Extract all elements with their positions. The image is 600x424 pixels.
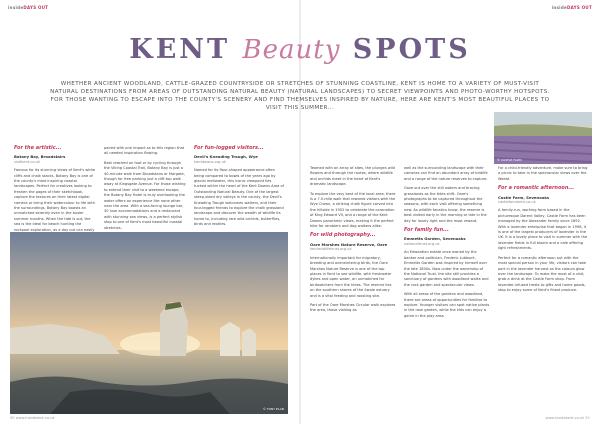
castle-farm-photo xyxy=(494,112,592,164)
place-name: Oare Marshes Nature Reserve, Oare xyxy=(310,241,388,247)
place-link[interactable]: visitkent.co.uk xyxy=(14,159,41,164)
coast-illustration xyxy=(10,232,288,414)
place-link[interactable]: kentdowns.org.uk xyxy=(194,159,226,164)
place-link[interactable]: nationaltrust.org.uk xyxy=(404,241,440,246)
botany-bay-photo xyxy=(10,232,288,414)
section-heading-wild: For wild photography... xyxy=(310,232,376,239)
page-footer-left: 50 www.insidekent.co.uk xyxy=(10,416,55,420)
column-4: Teamed with an array of sites, the plunges wild flowers and through the routes, where wildlife and orchids meet in the heart of Kent's dramatic landscape. To explore the very best of the local area, there is a 7.5-mile walk that rewards visitors with the Wye Crown, a striking chalk figure carved into the hillside in 1902 to celebrate the coronation of King Edward VII, and a range of the Kent Downs panoramic views, making it the perfect hike for ramblers and dog walkers alike. For wild photography... Oare Marshes Nature Reserve, Oare kentwildlifetrust.org.uk Internationally important for migratory, breeding and overwintering birds, the Oare Marshes Nature Reserve is one of the top places in Kent to see wildlife, with freshwater dykes and open water, an unmatched for birdwatchers from the hides. The reserve lies on the southern shores of the Swale estuary and is a vital feeding and roosting site. Part of the Oare Marshes Circular walk explores the area, those visiting as xyxy=(310,166,396,313)
place-name: Emmetts Garden, Sevenoaks xyxy=(404,236,466,242)
column-3: For fun-logged visitors... Devil's Kneading Trough, Wye kentdowns.org.uk Named for its flour-shaped appearance often being compared to bowls of the years ago by glacial meltwater, this iconic viewpoint lies tucked within the heart of the Kent Downs Area of Outstanding Natural Beauty. One of the largest steep-sided dry valleys in the county, the Devil's Kneading Trough welcomes walkers, and their four-legged friends to explore the chalk grassland landscape and discover the wealth of wildlife its home to, including rare wild orchids, butterflies, birds and reptiles. xyxy=(194,145,284,227)
photo-credit: © TONY ELAN xyxy=(262,407,284,411)
section-tag-left: insideDAYS OUT xyxy=(8,5,49,10)
place-name: Botany Bay, Broadstairs xyxy=(14,154,66,160)
section-heading-family: For family fun... xyxy=(404,227,449,234)
section-tag-right: insideDAYS OUT xyxy=(551,5,592,10)
place-name: Castle Farm, Sevenoaks xyxy=(498,194,550,200)
section-heading-artistic: For the artistic... xyxy=(14,145,62,151)
column-1: For the artistic... Botany Bay, Broadstairs visitkent.co.uk Famous for its stunning views of Kent's white cliffs and chalk stacks, Botany Bay is one of the county's most inspiring coastal landscapes. Perfect for creatives looking to freshen the pages of their sketchbook, capture the textures on their latest digital camera or bring their watercolour to life with the surroundings, Botany Bay boasts an unmatched serenity even in the busier summer months. When the tide is out, the sea is the ideal for beach hunting the rockpool exploration, as a day out can easily xyxy=(14,145,96,232)
lavender-illustration xyxy=(494,112,592,164)
intro-standfirst: WHETHER ANCIENT WOODLAND, CATTLE-GRAZED COUNTRYSIDE OR STRETCHES OF STUNNING COASTLINE, KENT IS HOME TO A VARIETY OF MUST-VISIT NATURAL DESTINATIONS FROM AREAS OF OUTSTANDING NATURAL BEAUTY (NATURAL LANDSCAPES) TO SECRET VIEWPOINTS AND PHOTO-WORTHY HOTSPOTS. FOR THOSE WANTING TO ESCAPE INTO THE COUNTY'S SCENERY AND FIND THEMSELVES INSPIRED BY NATURE, HERE ARE KENT'S MOST BEAUTIFUL PLACES TO VISIT THIS SUMMER... xyxy=(50,81,550,111)
section-heading-dog: For fun-logged visitors... xyxy=(194,145,264,151)
column-5: well as the surrounding landscape with their cameras can find an abundant array of birdlife and a range of the nature reserves to capture. Gaze out over the still waters and bracing grasslands as the tides shift. Oare's photographs to be captured throughout the seasons, with each visit offering something new. As wildlife fanatics know, the reserve is best visited early in the morning or late in the day for lovely light and the most reward. For family fun... Emmetts Garden, Sevenoaks nationaltrust.org.uk An Edwardian estate once owned by the banker and politician, Frederic Lubbock, Emmetts Garden was inspired by himself over the late 1800s. Now under the ownership of the National Trust, the site still provides a sanctuary of gardens with woodland walks and the rock garden and spectacular views. With all areas of the gardens and woodland, there are areas of opportunities for families to explore. Younger visitors can spot native plants in the rose garden, while the kids can enjoy a game in the play area. xyxy=(404,166,490,318)
column-6: For a child-friendly adventure, make sure to bring a picnic to take in the spectacular views over the Weald. For a romantic afternoon... Castle Farm, Sevenoaks castlefarmkent.co.uk A family-run, working farm based in the picturesque Darent Valley, Castle Farm has been managed by the Alexander family since 1892. With a lavender enterprise that began in 1998, it is one of the largest producers of lavender in the UK. It is a lovely place to visit in summer with the lavender fields in full bloom and a cafe offering light refreshments. Perfect for a romantic afternoon out with the most special person in your life, visitors can take part in the lavender harvest as the colours glow over the landscape. To make the most of a visit, grab a drink at the Castle Farm shop. From lavender-infused treats to gifts and home goods, stop to enjoy some of Kent's finest produce. xyxy=(498,166,588,293)
page-footer-right: www.insidekent.co.uk 51 xyxy=(545,416,590,420)
feature-title: KENT Beauty SPOTS xyxy=(129,34,471,65)
place-name: Devil's Kneading Trough, Wye xyxy=(194,154,258,160)
place-link[interactable]: kentwildlifetrust.org.uk xyxy=(310,247,352,252)
section-heading-romantic: For a romantic afternoon... xyxy=(498,185,575,192)
place-link[interactable]: castlefarmkent.co.uk xyxy=(498,200,536,205)
photo-credit: © CASTLE FARM xyxy=(497,158,522,162)
column-2: paired with one impact as to this region that all needed inspiration flowing. Best reached on foot or by cycling through the Viking Coastal Trail, Botany Bay is just a 40-minute walk from Broadstairs or Margate, though for free parking just a cliff-top walk away at Kingsgate Avenue. For those wishing to extend their visit to a weekend escape, the Botany Bay Hotel is truly overlooking the water offers an experience like none other near the area. With a sea-facing lounge bar, 30 luxe accommodations and a restaurant with stunning sea views, is a perfect stylish stop to one of Kent's most beautiful coastal stretches. xyxy=(104,146,186,230)
